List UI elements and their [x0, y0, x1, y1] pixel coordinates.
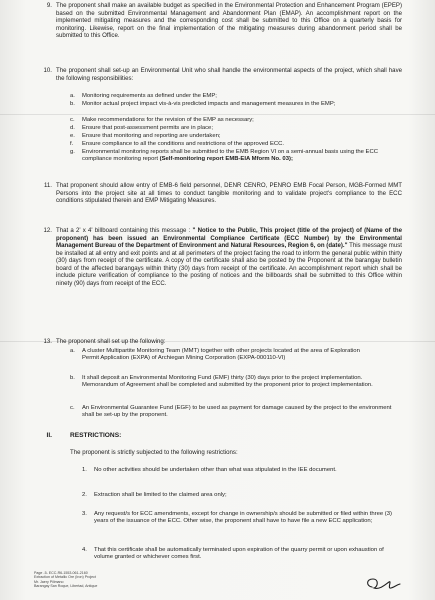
item-text: The proponent shall make an available budget as specified in the Environmental Protection and Enhancement Program (EPEP) based on the submitted Environmental Management and Abandonment Plan (EMAP). An accomplishment report on the implemented mitigating measures and the corresponding cost shall be submitted to this Office on a quarterly basis for monitoring. Likewise, report on the final implementation of the mitigating measures during abandonment period shall be submitted to this Office. [56, 2, 402, 39]
footer-line: Mr. Jaery Pilimano [34, 579, 64, 584]
item-number: 11. [43, 182, 52, 189]
restrictions-intro: The proponent is strictly subjected to the following restrictions: [70, 449, 238, 456]
item-number: 9. [46, 2, 52, 9]
item-text: That proponent should allow entry of EMB-6 field personnel, DENR CENRO, PENRO EMB Focal Person, MGB-Formed MMT Persons into the project site at all times to conduct tangible monitoring and to validate project's compliance to the ECC conditions stipulated therein and EMP Mitigating Measures. [56, 182, 402, 204]
condition-item-10 [34, 67, 402, 83]
signature-initials-icon [362, 576, 402, 594]
item-text: That a 2' x 4' billboard containing this message : " Notice to the Public, This project (title of the project) of (Name of the proponent) has been issued an Environmental Compliance Certificate (ECC Number) by the Environmental Management Bureau of the Department of Environment and Natural Resources, Region 6, on (date)." This message must be installed at all entry and exit points and at all perimeters of the project facing the road to inform the general public within thirty (30) days from receipt of the certificate. A copy of the certificate shall also be posted by the Proponent at the barangay bulletin board of the affected barangays within thirty (30) days from receipt of the certificate. An accomplishment report which shall be include picture verification of compliance to the posting of notices and the billboards shall be submitted to this Office within ninety (90) days from receipt of the ECC. [56, 227, 402, 287]
document-page: 9. The proponent shall make an available budget as specified in the Environmental Protection and Enhancement Program (EPEP) based on the submitted Environmental Management and Abandonment Plan (EMAP). An accomplishment report on the implemented mitigating measures and the corresponding cost shall be submitted to this Office on a quarterly basis for monitoring. Likewise, report on the final implementation of the mitigating measures during abandonment period shall be submitted to this Office. 10. The proponent shall set-up an Environmental Unit who shall handle the environmental aspects of the project, which shall have the following responsibilities: a. Monitoring requirements as defined under the EMP; b. Monitor actual project impact vis-à-vis predicted impacts and management measures in the EMP; c. Make recommendations for the revision of the EMP as necessary; d. Ensure that post-assessment permits are in place; e. Ensure that monitoring and reporting are undertaken; f. Ensure compliance to all the conditions and restrictions of the approved ECC. g. Environmental monitoring reports shall be submitted to the EMB Region VI on a semi-annual basis using the ECC compliance monitoring report (Self-monitoring report EMB-EIA Mform No. 03); 11. That proponent should allow entry of EMB-6 field personnel, DENR CENRO, PENRO EMB Focal Person, MGB-Formed MMT Persons into the project site at all times to conduct tangible monitoring and to validate project's compliance to the ECC conditions stipulated therein and EMP Mitigating Measures. 12. That a 2' x 4' billboard containing this message : " Notice to the Public, This project (title of the project) of (Name of the proponent) has been issued an Environmental Compliance Certificate (ECC Number) by the Environmental Management Bureau of the Department of Environment and Natural Resources, Region 6, on (date)." This message must be installed at all entry and exit points and at all perimeters of the project facing the road to inform the general public within thirty (30) days from receipt of the certificate. A copy of the certificate shall also be posted by the Proponent at the barangay bulletin board of the affected barangays within thirty (30) days from receipt of the certificate. An accomplishment report which shall be include picture verification of compliance to the posting of notices and the billboards shall be submitted to this Office within ninety (90) days from receipt of the ECC. 13. The proponent shall set up the following: a. A cluster Multipartite Monitoring Team (MMT) together with other projects located at the area of Exploration Permit Application (EXPA) of Archiegan Mining Corporation (EXPA-000110-VI) b. It shall deposit an Environmental Monitoring Fund (EMF) thirty (30) days prior to the project implementation. Memorandum of Agreement shall be completed and submitted by the proponent prior to project implementation. c. An Environmental Guarantee Fund (EGF) to be used as payment for damage caused by the project to the environment shall be set-up by the proponent. II. RESTRICTIONS: The proponent is strictly subjected to the following restrictions: 1. No other activities should be undertaken other than what was stipulated in the IEE document. 2. Extraction shall be limited to the claimed area only; 3. Any request/s for ECC amendments, except for change in ownership/s should be submitted or filed within three (3) years of the issuance of the ECC. Other wise, the proponent shall have to have file a new ECC application; 4. That this certificate shall be automatically terminated upon expiration of the quarry permit or upon exhaustion of volume granted or whichever comes first. Page -5- ECC-R6-1553-061-2160 Extraction of Metallic Ore (Iron) Project Mr. Jaery Pilimano Barangay San Roque, Libertad, Antique [0, 0, 435, 600]
condition-item-9 [34, 2, 402, 50]
item-text: The proponent shall set-up an Environmental Unit who shall handle the environmental aspects of the project, which shall have the following responsibilities: [56, 67, 402, 82]
condition-item-13 [34, 338, 402, 346]
footer-line: Barangay San Roque, Libertad, Antique [34, 583, 98, 588]
section-title: RESTRICTIONS: [70, 432, 122, 439]
footer-line: Page -5- ECC-R6-1553-061-2160 [34, 571, 88, 575]
item-text: The proponent shall set up the following: [56, 338, 166, 345]
item-number: 10. [43, 67, 52, 74]
footer-line: Extraction of Metallic Ore (Iron) Project [34, 575, 96, 580]
section-number: II. [46, 432, 52, 439]
condition-item-11 [34, 182, 402, 214]
page-footer [34, 571, 97, 588]
paper-fold-line [0, 114, 435, 115]
item-number: 13. [43, 338, 52, 345]
condition-item-12 [34, 227, 402, 331]
item-number: 12. [43, 227, 52, 234]
restrictions-heading [34, 432, 402, 440]
